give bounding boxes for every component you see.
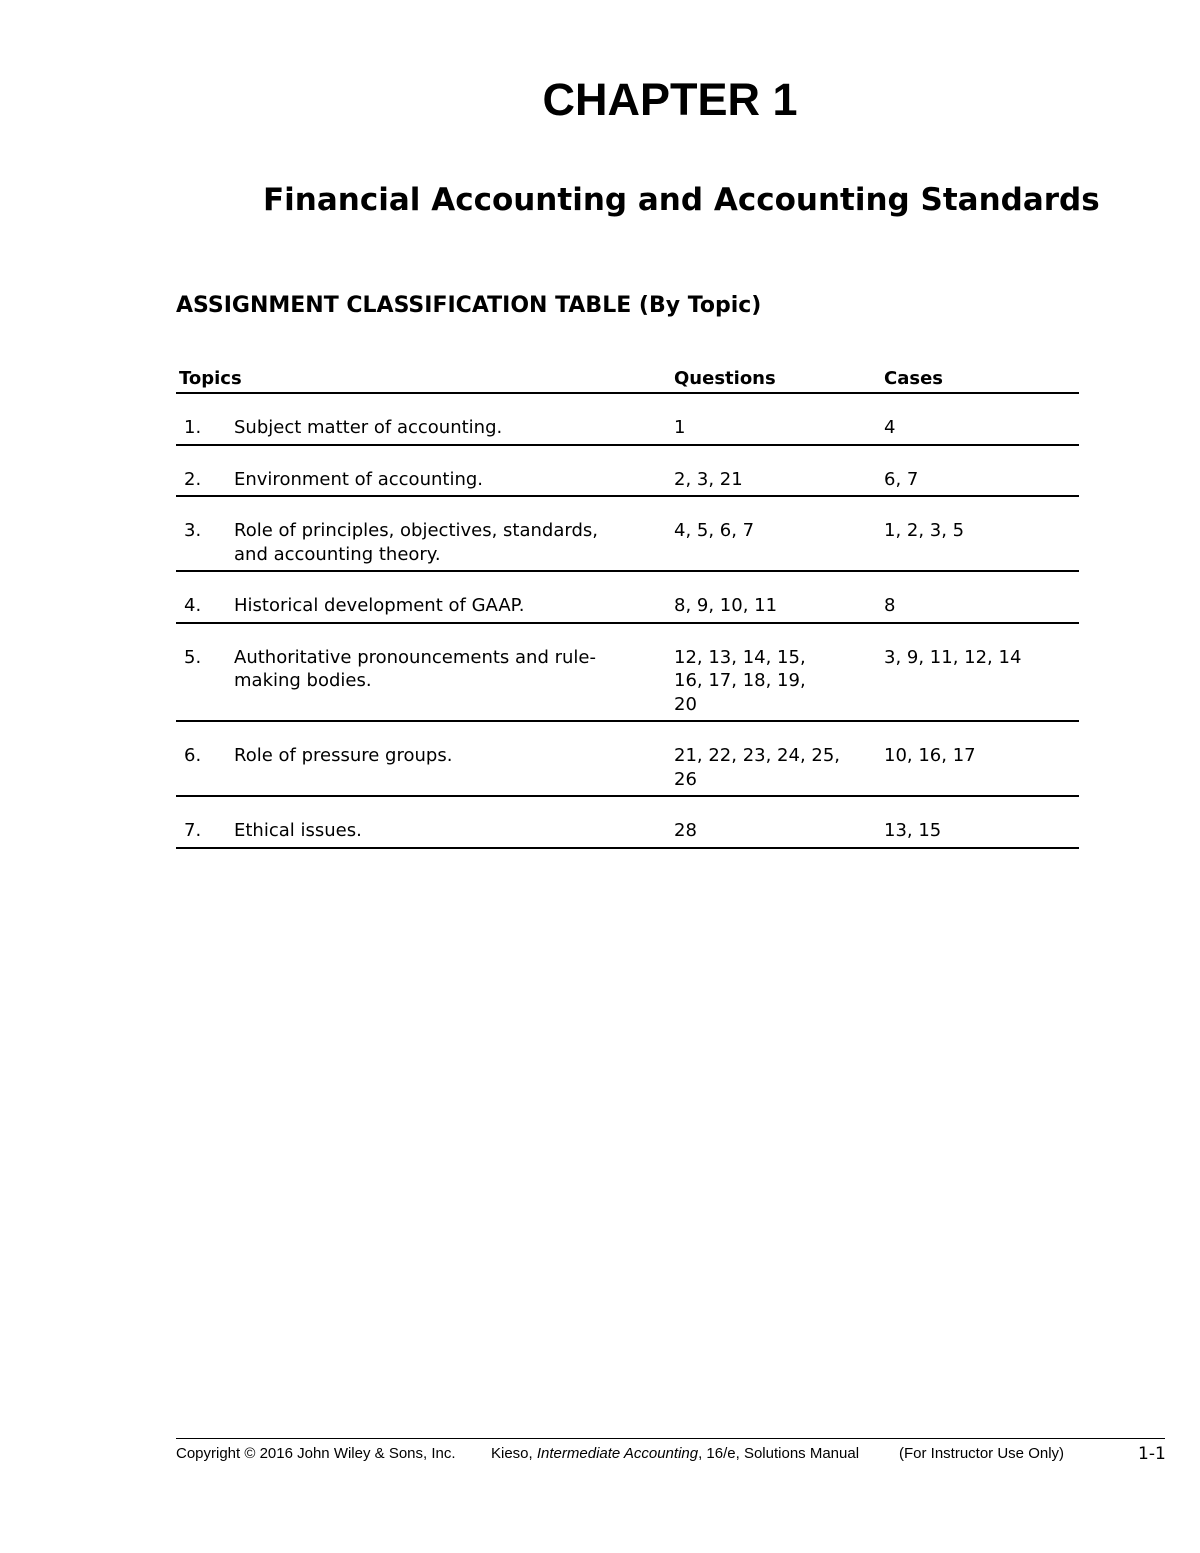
row-number: 7. (184, 820, 202, 841)
row-cases (884, 594, 1079, 618)
row-questions (674, 744, 864, 791)
row-topic-line: Role of principles, objectives, standards, (234, 520, 598, 541)
row-questions-line: 2, 3, 21 (674, 468, 743, 490)
row-topic-line: Historical development of GAAP. (234, 595, 525, 616)
footer-book-title: Intermediate Accounting (536, 1445, 699, 1462)
row-topic-line: Authoritative pronouncements and rule- (234, 646, 596, 668)
table-header (176, 366, 1079, 394)
row-cases (884, 819, 1079, 843)
row-cases-line: 8 (884, 595, 896, 616)
row-cases-line: 13, 15 (884, 820, 942, 841)
row-topic-line: and accounting theory. (234, 543, 441, 565)
row-questions (674, 594, 864, 618)
row-cases (884, 468, 1079, 492)
row-questions (674, 646, 864, 717)
row-cases (884, 646, 1079, 670)
row-questions-line: 28 (674, 820, 697, 841)
row-cases-line: 4 (884, 417, 896, 438)
footer-rule (176, 1438, 1165, 1439)
row-cases (884, 519, 1079, 543)
row-questions (674, 519, 864, 543)
chapter-title: CHAPTER 1 (542, 74, 798, 125)
page-number: 1-1 (1138, 1444, 1166, 1464)
row-topic-line: making bodies. (234, 670, 372, 691)
table-row (176, 572, 1079, 624)
row-topic (234, 519, 634, 566)
row-questions-line: 21, 22, 23, 24, 25, (674, 745, 841, 766)
header-cases: Cases (884, 368, 943, 389)
table-row (176, 624, 1079, 723)
row-topic (234, 646, 634, 693)
row-questions (674, 468, 864, 492)
row-topic-line: Role of pressure groups. (234, 745, 453, 766)
row-questions (674, 416, 864, 440)
row-cases (884, 744, 1079, 768)
chapter-subtitle: Financial Accounting and Accounting Standards (263, 182, 1100, 218)
row-cases-line: 6, 7 (884, 468, 919, 490)
table-row (176, 797, 1079, 849)
row-number: 4. (184, 595, 202, 616)
table-row (176, 722, 1079, 797)
row-cases-line: 3, 9, 11, 12, 14 (884, 646, 1022, 668)
footer-book-citation (491, 1444, 859, 1464)
table-row (176, 497, 1079, 572)
footer-edition: , 16/e, Solutions Manual (698, 1445, 860, 1462)
row-topic-line: Environment of accounting. (234, 468, 483, 490)
row-questions (674, 819, 864, 843)
row-questions-line: 8, 9, 10, 11 (674, 595, 778, 616)
row-topic (234, 416, 634, 440)
row-topic (234, 594, 634, 618)
row-topic-line: Subject matter of accounting. (234, 417, 503, 438)
row-questions-line: 20 (674, 693, 697, 715)
header-questions: Questions (674, 368, 776, 389)
row-topic (234, 468, 634, 492)
row-number: 5. (184, 646, 202, 668)
footer-author: Kieso, (491, 1445, 533, 1462)
row-questions-line: 26 (674, 768, 697, 790)
row-questions-line: 1 (674, 417, 686, 438)
section-title (176, 290, 761, 322)
row-topic-line: Ethical issues. (234, 820, 362, 841)
row-topic (234, 819, 634, 843)
row-topic (234, 744, 634, 768)
row-number: 2. (184, 468, 202, 490)
row-cases-line: 10, 16, 17 (884, 745, 976, 766)
table-row (176, 446, 1079, 498)
row-number: 6. (184, 745, 202, 766)
section-title-suffix: (By Topic) (638, 293, 762, 318)
row-cases (884, 416, 1079, 440)
section-title-main: ASSIGNMENT CLASSIFICATION TABLE (176, 293, 632, 318)
row-number: 1. (184, 417, 202, 438)
table-body (176, 394, 1079, 849)
footer-copyright: Copyright © 2016 John Wiley & Sons, Inc. (176, 1445, 456, 1462)
row-questions-line: 16, 17, 18, 19, (674, 670, 806, 691)
row-number: 3. (184, 520, 202, 541)
row-questions-line: 12, 13, 14, 15, (674, 646, 806, 668)
table-row (176, 394, 1079, 446)
header-topics: Topics (179, 368, 242, 389)
row-cases-line: 1, 2, 3, 5 (884, 520, 965, 541)
footer-instructor-note: (For Instructor Use Only) (899, 1445, 1065, 1462)
assignment-classification-table (176, 366, 1079, 849)
row-questions-line: 4, 5, 6, 7 (674, 520, 755, 541)
